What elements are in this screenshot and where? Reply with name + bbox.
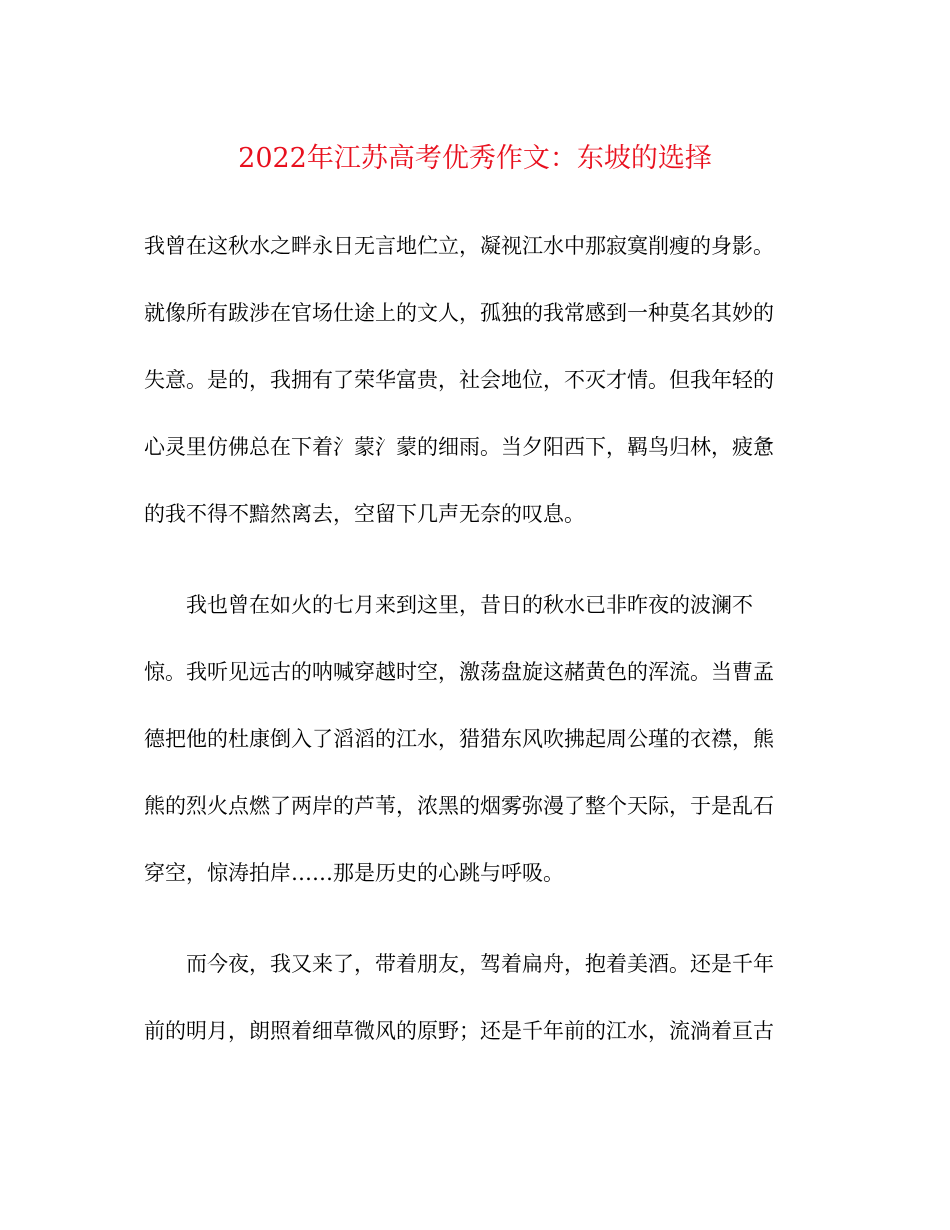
text-line: 的我不得不黯然离去，空留下几声无奈的叹息。 (144, 502, 585, 526)
text-line: 穿空，惊涛拍岸……那是历史的心跳与呼吸。 (144, 861, 564, 885)
text-line: 我曾在这秋水之畔永日无言地伫立，凝视江水中那寂寞削瘦的身影。 (144, 234, 774, 258)
text-line: 前的明月，朗照着细草微风的原野；还是千年前的江水，流淌着亘古 (144, 1019, 774, 1043)
text-line: 惊。我听见远古的呐喊穿越时空，激荡盘旋这赭黄色的浑流。当曹孟 (144, 660, 774, 684)
text-line: 失意。是的，我拥有了荣华富贵，社会地位，不灭才情。但我年轻的 (144, 368, 774, 392)
text-line: 德把他的杜康倒入了滔滔的江水，猎猎东风吹拂起周公瑾的衣襟，熊 (144, 727, 774, 751)
document-title: 2022年江苏高考优秀作文：东坡的选择 (238, 143, 712, 174)
text-line: 就像所有跋涉在官场仕途上的文人，孤独的我常感到一种莫名其妙的 (144, 301, 774, 325)
text-line: 而今夜，我又来了，带着朋友，驾着扁舟，抱着美酒。还是千年 (186, 952, 774, 976)
text-line: 我也曾在如火的七月来到这里，昔日的秋水已非昨夜的波澜不 (186, 593, 753, 617)
text-line: 心灵里仿佛总在下着氵蒙氵蒙的细雨。当夕阳西下，羁鸟归林，疲惫 (144, 435, 774, 459)
text-line: 熊的烈火点燃了两岸的芦苇，浓黑的烟雾弥漫了整个天际，于是乱石 (144, 794, 774, 818)
